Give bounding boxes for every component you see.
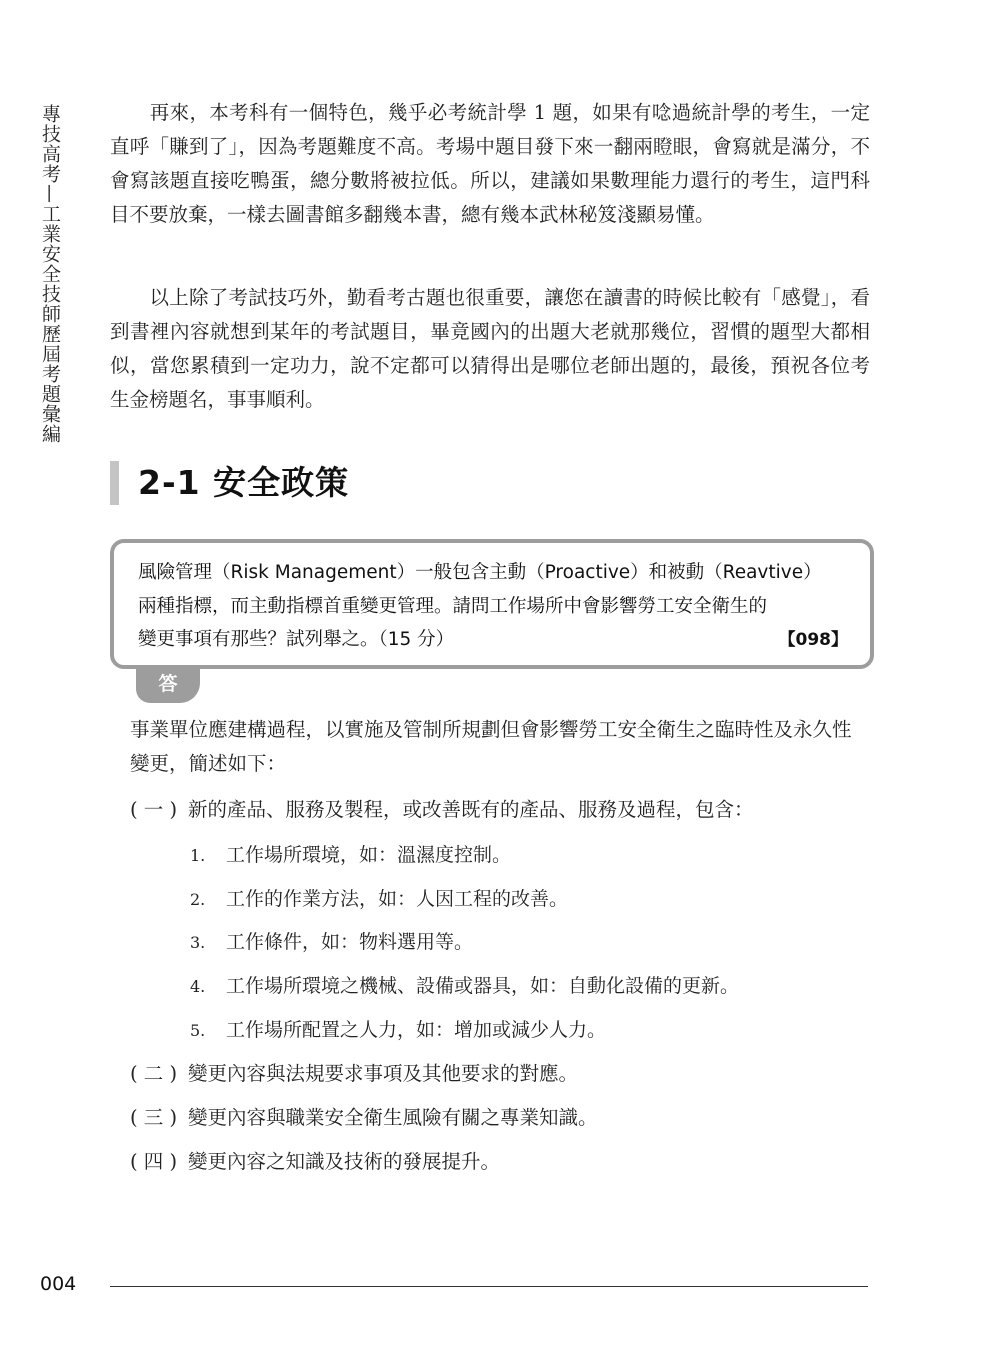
list-item [130,1103,598,1133]
section-marker-bar [110,461,119,505]
list-item-marker: ( 一 ) [130,798,178,821]
footer-rule [110,1286,868,1287]
list-item-text: 變更內容與法規要求事項及其他要求的對應。 [188,1062,579,1085]
list-item [130,1059,578,1089]
sub-item-text: 工作條件，如：物料選用等。 [226,931,474,953]
sub-item-text: 工作場所環境，如：溫濕度控制。 [226,844,512,866]
sub-item-number: 3. [190,933,206,952]
list-item-text: 變更內容之知識及技術的發展提升。 [188,1150,501,1173]
list-item-marker: ( 四 ) [130,1150,178,1173]
sub-item-text: 工作的作業方法，如：人因工程的改善。 [226,888,569,910]
question-source: 【098】 [778,630,848,650]
question-line: 兩種指標，而主動指標首重變更管理。請問工作場所中會影響勞工安全衛生的 [138,596,768,617]
sub-item-text: 工作場所環境之機械、設備或器具，如：自動化設備的更新。 [226,975,740,997]
list-item-marker: ( 二 ) [130,1062,178,1085]
running-book-title: 專技高考—工業安全技師歷屆考題彙編 [39,104,61,444]
list-item [130,795,754,825]
sub-list-item [190,1015,606,1046]
sub-item-number: 2. [190,890,206,909]
paragraph: 以上除了考試技巧外，勤看考古題也很重要，讓您在讀書的時候比較有「感覺」，看到書裡內容就想到某年的考試題目，畢竟國內的出題大老就那幾位，習慣的題型大都相似，當您累積到一定功力，說不定都可以猜得出是哪位老師出題的，最後，預祝各位考生金榜題名，事事順利。 [110,286,870,411]
answer-intro: 事業單位應建構過程，以實施及管制所規劃但會影響勞工安全衛生之臨時性及永久性變更，簡述如下： [130,718,852,775]
sub-item-number: 1. [190,846,206,865]
section-title: 2-1 安全政策 [138,463,350,502]
list-item-text: 新的產品、服務及製程，或改善既有的產品、服務及過程，包含： [188,798,754,821]
sub-list-item [190,840,511,871]
list-item-marker: ( 三 ) [130,1106,178,1129]
question-line: 變更事項有那些？試列舉之。（15 分） [138,629,455,650]
sub-list-item [190,971,739,1002]
paragraph: 再來，本考科有一個特色，幾乎必考統計學 1 題，如果有唸過統計學的考生，一定直呼「賺到了」，因為考題難度不高。考場中題目發下來一翻兩瞪眼，會寫就是滿分，不會寫該題直接吃鴨蛋，總分數將被拉低。所以，建議如果數理能力還行的考生，這門科目不要放棄，一樣去圖書館多翻幾本書，總有幾本武林秘笈淺顯易懂。 [110,101,870,226]
sub-item-text: 工作場所配置之人力，如：增加或減少人力。 [226,1019,607,1041]
answer-tab: 答 [136,665,200,703]
sub-list-item [190,927,473,958]
question-line: 風險管理（Risk Management）一般包含主動（Proactive）和被動（Reavtive） [138,562,822,583]
sub-item-number: 4. [190,977,206,996]
list-item [130,1147,500,1177]
page-number: 004 [40,1273,77,1295]
question-box [110,539,874,669]
list-item-text: 變更內容與職業安全衛生風險有關之專業知識。 [188,1106,598,1129]
sub-list-item [190,884,568,915]
sub-item-number: 5. [190,1021,206,1040]
